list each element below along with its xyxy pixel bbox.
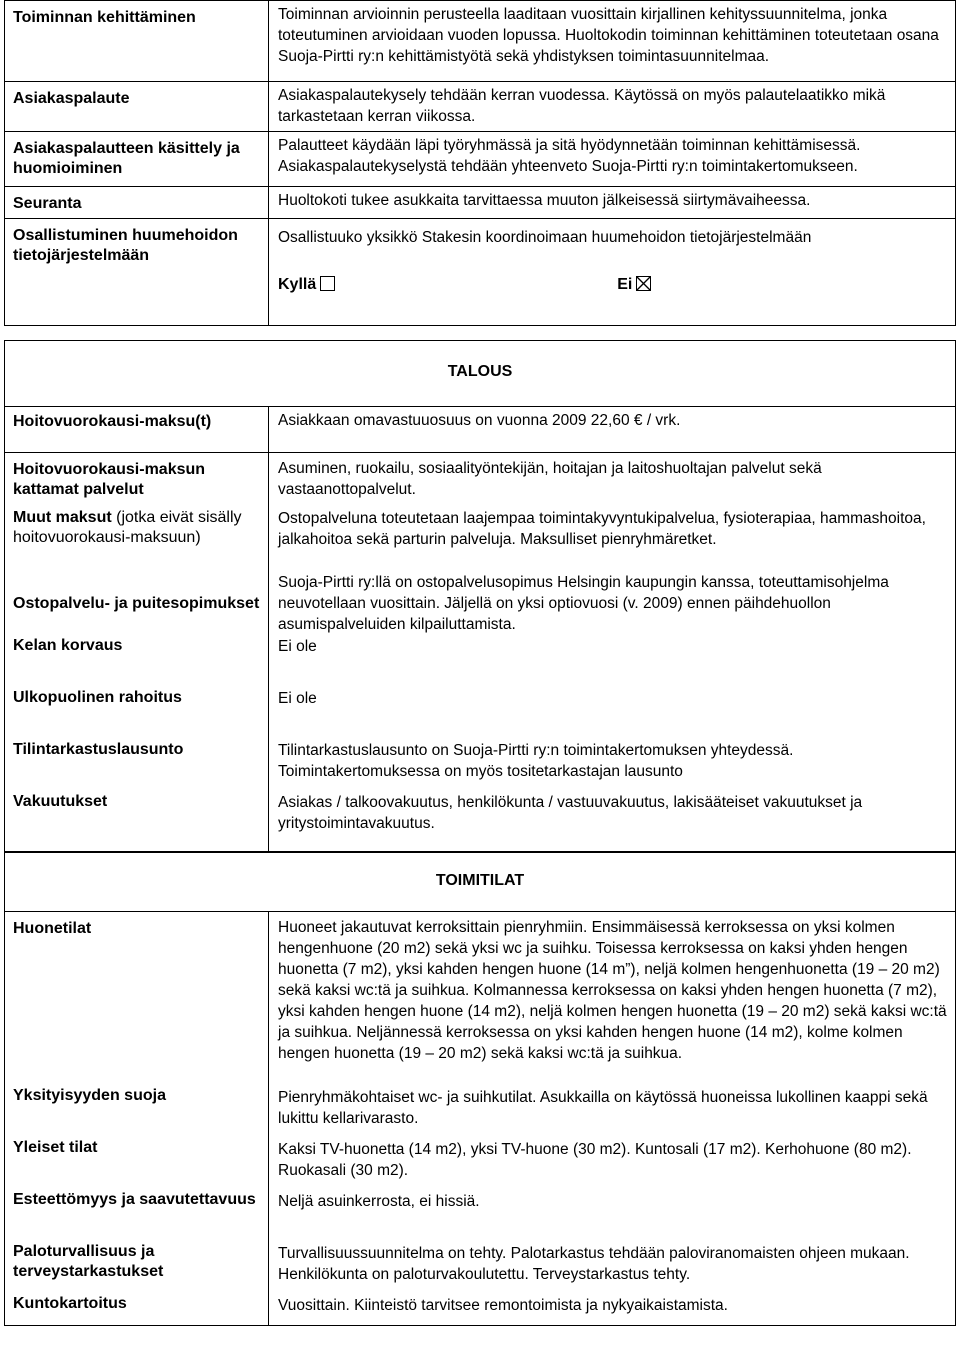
- row-label-text: Yksityisyyden suoja: [13, 1087, 166, 1104]
- table-row: [5, 407, 956, 453]
- row-text-content: Toiminnan arvioinnin perusteella laaditaan vuosittain kirjallinen kehityssuunnitelma, jonka toteutuminen arvioidaan vuoden lopussa. Huoltokodin toiminnan kehittäminen toteutetaan osana Suoja-Pirtti ry:n kehittämistyötä sekä yhdistyksen toimintasuunnitelmaa.: [278, 6, 939, 65]
- talous-table: [4, 406, 956, 853]
- row-text-content: Huoneet jakautuvat kerroksittain pienryhmiin. Ensimmäisessä kerroksessa on yksi kolmen hengenhuone (20 m2) sekä yksi wc ja suihku. Toisessa kerroksessa on kaksi yhden hengen huonetta (7 m2), yksi kahden hengen huone (14 m”), neljä kolmen hengenhuonetta (19 – 20 m2) sekä kaksi wc:tä ja suihkua. Kolmannessa kerroksessa on kaksi yhden hengen huonetta (7 m2), yksi kahden hengen huone (14 m2), neljä kolmen hengen huonetta (19 – 20 m2) sekä kaksi wc:tä ja suihkua. Neljännessä kerroksessa on yksi kahden hengen huone (14 m2), kolme kolmen hengen huonetta (19 – 20 m2) sekä kaksi wc:tä ja suihkua.: [278, 919, 947, 1062]
- row-label-text: Osallistuminen huumehoidon tietojärjestelmään: [13, 227, 238, 264]
- table-row-group: [5, 912, 956, 1326]
- table-row: [5, 219, 956, 326]
- row-label-text: Tilintarkastuslausunto: [13, 741, 184, 758]
- row-text: [269, 187, 956, 219]
- row-label-text: Hoitovuorokausi-maksun kattamat palvelut: [13, 461, 206, 498]
- row-label-block: [13, 508, 262, 594]
- row-label-text: Vakuutukset: [13, 793, 108, 810]
- row-text-content: Kaksi TV-huonetta (14 m2), yksi TV-huone (30 m2). Kuntosali (17 m2). Kerhohuone (80 m2). Ruokasali (30 m2).: [278, 1141, 912, 1179]
- table-row: [5, 187, 956, 219]
- no-checkbox[interactable]: [636, 276, 651, 291]
- row-label-text: Yleiset tilat: [13, 1139, 98, 1156]
- yes-label: Kyllä: [278, 276, 317, 293]
- row-text-content: Osallistuuko yksikkö Stakesin koordinoimaan huumehoidon tietojärjestelmään: [278, 229, 812, 246]
- row-label-text: Ulkopuolinen rahoitus: [13, 689, 182, 706]
- row-label-text: Muut maksut: [13, 509, 112, 526]
- yes-option: [278, 276, 335, 293]
- row-text: [269, 132, 956, 187]
- no-option: [617, 274, 651, 295]
- row-label: [5, 407, 269, 453]
- row-text: [269, 407, 956, 453]
- row-label-text: Asiakaspalaute: [13, 90, 130, 107]
- row-text-content: Asiakaspalautekysely tehdään kerran vuodessa. Käytössä on myös palautelaatikko mikä tarkastetaan kerran viikossa.: [278, 87, 886, 125]
- row-text-content: Palautteet käydään läpi työryhmässä ja sitä hyödynnetään toiminnan kehittämisessä. Asiakaspalautekyselystä tehdään yhteenveto Suoja-Pirtti ry:n toimintakertomukseen.: [278, 137, 861, 175]
- row-text-content: Asiakkaan omavastuuosuus on vuonna 2009 22,60 € / vrk.: [278, 412, 681, 429]
- row-text-content: Neljä asuinkerrosta, ei hissiä.: [278, 1193, 480, 1210]
- row-label-extra: (jotka eivät sisälly hoitovuorokausi-maksuun): [13, 509, 242, 546]
- table-row: [5, 82, 956, 132]
- section-heading: TOIMITILAT: [435, 872, 525, 889]
- row-text-content: Asiakas / talkoovakuutus, henkilökunta / vastuuvakuutus, lakisääteiset vakuutukset ja yritystoimintavakuutus.: [278, 794, 863, 832]
- row-text-content: Suoja-Pirtti ry:llä on ostopalvelusopimus Helsingin kaupungin kanssa, toteuttamisohjelma neuvotellaan vuosittain. Jäljellä on yksi optiovuosi (v. 2009) ennen päihdehuollon asumispalveluiden kilpailuttamista.: [278, 574, 889, 633]
- row-label: [5, 219, 269, 326]
- row-label-text: Asiakaspalautteen käsittely ja huomioiminen: [13, 140, 240, 177]
- row-text-content: Turvallisuussuunnitelma on tehty. Palotarkastus tehdään paloviranomaisten ohjeen mukaan. Henkilökunta on paloturvakoulutettu. Terveystarkastus tehty.: [278, 1245, 910, 1283]
- table-row-group: [5, 453, 956, 853]
- row-label-text: Kelan korvaus: [13, 637, 123, 654]
- table-row: [5, 1, 956, 82]
- row-label-text: Hoitovuorokausi-maksu(t): [13, 413, 212, 430]
- row-label-text: Seuranta: [13, 195, 82, 212]
- table-row: [5, 132, 956, 187]
- toimitilat-table: [4, 911, 956, 1326]
- row-label-text: Toiminnan kehittäminen: [13, 9, 196, 26]
- row-text-content: Ostopalveluna toteutetaan laajempaa toimintakyvyntukipalvelua, fysioterapiaa, hammashoitoa, jalkahoitoa sekä parturin palveluja. Maksulliset pienryhmäretket.: [278, 510, 926, 548]
- row-label-text: Ostopalvelu- ja puitesopimukset: [13, 595, 260, 612]
- row-text-content: Ei ole: [278, 690, 317, 707]
- section-heading: TALOUS: [447, 363, 513, 380]
- yes-checkbox[interactable]: [320, 276, 335, 291]
- row-label: [5, 1, 269, 82]
- row-text-content: Asuminen, ruokailu, sosiaalityöntekijän, hoitajan ja laitoshuoltajan palvelut sekä vastaanottopalvelut.: [278, 460, 822, 498]
- row-text: [269, 1, 956, 82]
- yes-no-options: [278, 274, 949, 295]
- row-text: [269, 82, 956, 132]
- row-label: [5, 187, 269, 219]
- row-label-text: Esteettömyys ja saavutettavuus: [13, 1191, 256, 1208]
- checked-x-icon: [636, 276, 651, 291]
- no-label: Ei: [617, 276, 633, 293]
- row-label: [5, 912, 269, 1326]
- row-text: [269, 219, 956, 326]
- row-label-text: Paloturvallisuus ja terveystarkastukset: [13, 1243, 164, 1280]
- row-text-content: Vuosittain. Kiinteistö tarvitsee remontoimista ja nykyaikaistamista.: [278, 1297, 728, 1314]
- row-text-content: Huoltokoti tukee asukkaita tarvittaessa muuton jälkeisessä siirtymävaiheessa.: [278, 192, 811, 209]
- toimitilat-section-header: [4, 851, 956, 912]
- row-text-content: Ei ole: [278, 638, 317, 655]
- row-text: [269, 453, 956, 853]
- row-label: [5, 453, 269, 853]
- row-label: [5, 82, 269, 132]
- row-label-text: Huonetilat: [13, 920, 92, 937]
- development-table: [4, 0, 956, 326]
- row-text: [269, 912, 956, 1326]
- talous-section-header: [4, 340, 956, 407]
- row-text-content: Tilintarkastuslausunto on Suoja-Pirtti ry:n toimintakertomuksen yhteydessä. Toimintakertomuksessa on myös tositetarkastajan lausunto: [278, 742, 794, 780]
- row-text-content: Pienryhmäkohtaiset wc- ja suihkutilat. Asukkailla on käytössä huoneissa lukollinen kaappi sekä lukittu kellarivarasto.: [278, 1089, 928, 1127]
- row-label: [5, 132, 269, 187]
- row-label-text: Kuntokartoitus: [13, 1295, 127, 1312]
